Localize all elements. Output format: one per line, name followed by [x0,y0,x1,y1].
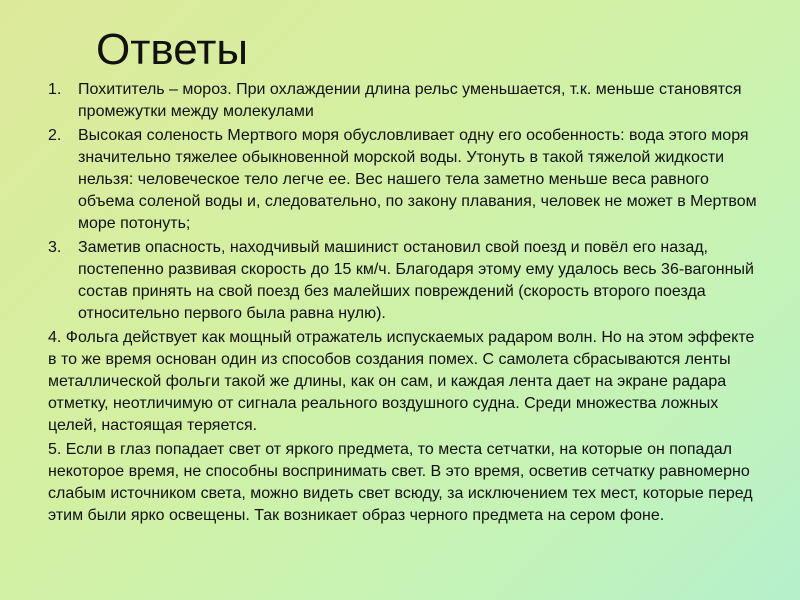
answer-number: 2. [48,127,62,144]
answer-item-1 [0,79,760,123]
answers-list [0,79,760,529]
answer-text: 5. Если в глаз попадает свет от яркого предмета, то места сетчатки, на которые он попадал некоторое время, не способны воспринимать свет. В это время, осветив сетчатку равномерно слабым источником света, можно видеть свет всюду, за исключением тех мест, которые перед этим были ярко освещены. Так возникает образ черного предмета на сером фоне. [48,441,753,524]
answer-item-4 [0,327,760,437]
answer-item-2 [0,125,760,235]
answer-text: 4. Фольга действует как мощный отражатель испускаемых радаром волн. Но на этом эффекте в то же время основан один из способов создания помех. С самолета сбрасываются ленты металлической фольги такой же длины, как он сам, и каждая лента дает на экране радара отметку, неотличимую от сигнала реального воздушного судна. Среди множества ложных целей, настоящая теряется. [48,329,755,434]
answer-number: 1. [48,81,62,98]
answer-number: 3. [48,239,62,256]
answer-item-5 [0,439,760,527]
answer-text: Похититель – мороз. При охлаждении длина рельс уменьшается, т.к. меньше становятся промежутки между молекулами [78,81,742,120]
answer-text: Высокая соленость Мертвого моря обусловливает одну его особенность: вода этого моря значительно тяжелее обыкновенной морской воды. Утонуть в такой тяжелой жидкости нельзя: человеческое тело легче ее. Вес нашего тела заметно меньше веса равного объема соленой воды и, следовательно, по закону плавания, человек не может в Мертвом море потонуть; [78,127,757,232]
slide-title: Ответы [96,25,249,74]
answer-text: Заметив опасность, находчивый машинист остановил свой поезд и повёл его назад, постепенно развивая скорость до 15 км/ч. Благодаря этому ему удалось весь 36-вагонный состав принять на свой поезд без малейших повреждений (скорость второго поезда относительно первого была равна нулю). [78,239,754,322]
answer-item-3 [0,237,760,325]
